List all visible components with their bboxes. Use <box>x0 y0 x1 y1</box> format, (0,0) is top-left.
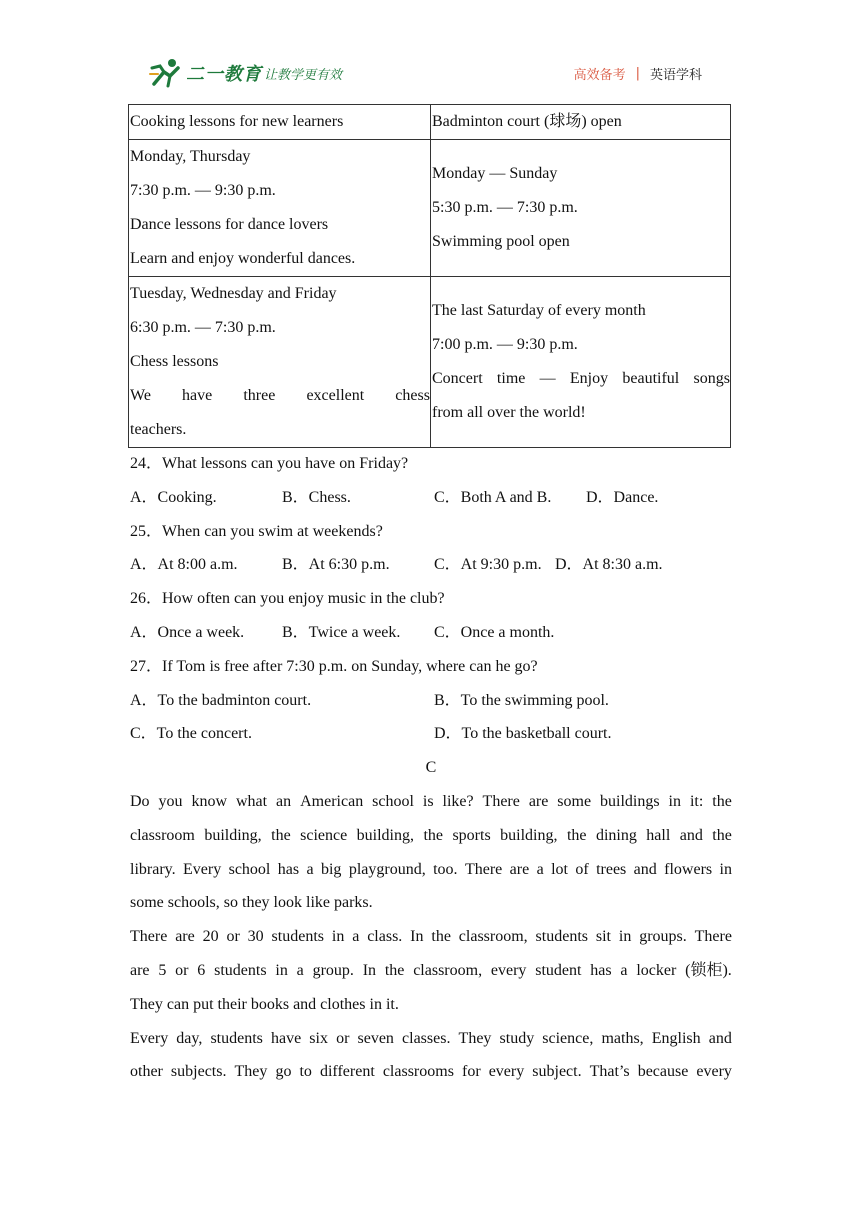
justified-text <box>130 819 732 853</box>
justified-text <box>130 379 430 413</box>
option-b[interactable]: B．Twice a week. <box>282 623 401 641</box>
word: 20 <box>202 928 219 946</box>
table-cell <box>129 277 431 448</box>
word: beautiful <box>622 370 680 387</box>
questions-and-passage <box>130 447 732 1089</box>
word: what <box>235 792 268 810</box>
word: — <box>539 370 556 387</box>
option-a[interactable]: A．At 8:00 a.m. <box>130 556 238 574</box>
word: are <box>528 792 549 810</box>
word: to <box>299 1063 312 1081</box>
cell-text: Chess lessons <box>130 353 219 370</box>
running-person-icon <box>148 58 184 88</box>
word: has <box>590 961 612 979</box>
word: (锁柜). <box>685 961 732 979</box>
option-b[interactable]: B．At 6:30 p.m. <box>282 556 390 574</box>
word: you <box>158 792 183 810</box>
word: has <box>277 860 300 878</box>
word: locker <box>636 961 677 979</box>
word: and <box>633 860 657 878</box>
word: or <box>175 961 189 979</box>
word: chess <box>395 387 430 404</box>
logo-text: 二一教育 <box>186 64 262 85</box>
options-row <box>130 684 732 718</box>
justified-text <box>130 1055 732 1089</box>
word: school <box>228 860 271 878</box>
option-a[interactable]: A．To the badminton court. <box>130 691 312 709</box>
word: 6 <box>197 961 206 979</box>
word: school <box>372 792 414 810</box>
word: different <box>319 1063 375 1081</box>
word: every <box>490 961 527 979</box>
justified-text <box>130 853 732 887</box>
table-row <box>129 105 731 140</box>
word: in <box>618 928 632 946</box>
option-d[interactable]: D．At 8:30 a.m. <box>555 556 663 574</box>
word: flowers <box>664 860 713 878</box>
word: of <box>575 860 589 878</box>
cell-text: 7:30 p.m. — 9:30 p.m. <box>130 182 276 199</box>
section-label: C <box>425 759 437 777</box>
word: In <box>410 928 424 946</box>
table-cell <box>129 140 431 277</box>
cell-text: 7:00 p.m. — 9:30 p.m. <box>432 336 578 353</box>
word: buildings <box>600 792 660 810</box>
question-stem: 24．What lessons can you have on Friday? <box>130 455 409 472</box>
option-a[interactable]: A．Cooking. <box>130 488 217 506</box>
word: hall <box>646 826 671 844</box>
word: science, <box>542 1029 594 1047</box>
word: classroom, <box>458 928 528 946</box>
word: Do <box>130 792 150 810</box>
passage-paragraph <box>130 1022 732 1090</box>
word: are <box>509 860 530 878</box>
options-row <box>130 548 732 582</box>
passage-paragraph <box>130 785 732 920</box>
cell-text: Badminton court (球场) open <box>432 113 622 130</box>
word: an <box>276 792 292 810</box>
cell-text: 5:30 p.m. — 7:30 p.m. <box>432 199 578 216</box>
cell-text: Swimming pool open <box>432 233 570 250</box>
table-row <box>129 277 731 448</box>
word: student <box>535 961 582 979</box>
word: subject. <box>532 1063 582 1081</box>
word: or <box>226 928 240 946</box>
word: students <box>210 1029 263 1047</box>
option-b[interactable]: B．To the swimming pool. <box>434 691 609 709</box>
cell-text: Monday, Thursday <box>130 148 251 165</box>
word: classroom, <box>413 961 483 979</box>
word: songs <box>693 370 730 387</box>
header-tag: 高效备考 <box>573 68 626 83</box>
word: There <box>130 928 168 946</box>
cell-text: Monday — Sunday <box>432 165 558 182</box>
word: classrooms <box>382 1063 454 1081</box>
word: subjects. <box>170 1063 227 1081</box>
word: are <box>175 928 195 946</box>
word: too. <box>433 860 458 878</box>
word: a <box>620 961 628 979</box>
word: go <box>275 1063 292 1081</box>
word: 30 <box>247 928 264 946</box>
cell-text: Tuesday, Wednesday and Friday <box>130 285 337 302</box>
word: building, <box>500 826 558 844</box>
word: day, <box>176 1029 203 1047</box>
justified-text <box>130 920 732 954</box>
word: class. <box>367 928 403 946</box>
word: American <box>300 792 364 810</box>
word: library. <box>130 860 176 878</box>
table-row <box>129 140 731 277</box>
word: the <box>431 928 451 946</box>
word: sports <box>452 826 491 844</box>
option-c[interactable]: C．To the concert. <box>130 725 252 743</box>
word: That’s <box>589 1063 630 1081</box>
paragraph-last-line: They can put their books and clothes in it. <box>130 995 399 1013</box>
cell-text: The last Saturday of every month <box>432 302 646 319</box>
word: They <box>458 1029 492 1047</box>
word: in <box>275 961 288 979</box>
word: students <box>271 928 324 946</box>
word: There <box>694 928 732 946</box>
word: in <box>719 860 732 878</box>
word: classroom <box>130 826 195 844</box>
word: 5 <box>158 961 167 979</box>
word: Every <box>183 860 222 878</box>
justified-text <box>130 954 732 988</box>
word: because <box>637 1063 689 1081</box>
word: groups. <box>639 928 687 946</box>
word: lot <box>551 860 568 878</box>
word: are <box>130 961 150 979</box>
word: maths, <box>601 1029 644 1047</box>
word: Every <box>130 1029 169 1047</box>
word: some <box>557 792 592 810</box>
word: science <box>300 826 348 844</box>
word: the <box>271 826 291 844</box>
word: excellent <box>306 387 365 404</box>
word: in <box>668 792 681 810</box>
option-a[interactable]: A．Once a week. <box>130 623 245 641</box>
word: dining <box>595 826 637 844</box>
word: it: <box>689 792 704 810</box>
options-row <box>130 616 732 650</box>
cell-text: Dance lessons for dance lovers <box>130 216 329 233</box>
word: and <box>708 1029 732 1047</box>
word: We <box>130 387 151 404</box>
table-cell <box>431 277 731 448</box>
word: students <box>535 928 588 946</box>
word: the <box>712 826 732 844</box>
header-separator: | <box>635 66 640 81</box>
question-stem: 26．How often can you enjoy music in the club? <box>130 590 445 608</box>
word: have <box>182 387 213 404</box>
option-d[interactable]: D．To the basketball court. <box>434 725 612 743</box>
word: seven <box>357 1029 394 1047</box>
options-row <box>130 481 732 515</box>
word: every <box>488 1063 525 1081</box>
word: and <box>679 826 703 844</box>
word: building, <box>204 826 262 844</box>
table-cell <box>431 140 731 277</box>
word: the <box>712 792 732 810</box>
word: for <box>461 1063 481 1081</box>
word: know <box>191 792 228 810</box>
word: the <box>384 961 405 979</box>
options-row <box>130 717 732 751</box>
word: trees <box>596 860 627 878</box>
option-c[interactable]: C．Once a month. <box>434 623 555 641</box>
word: sit <box>595 928 611 946</box>
word: or <box>336 1029 350 1047</box>
option-b[interactable]: B．Chess. <box>282 488 351 506</box>
cell-text: Cooking lessons for new learners <box>130 113 344 130</box>
word: group. <box>312 961 354 979</box>
schedule-table <box>128 104 731 448</box>
question-stem: 25．When can you swim at weekends? <box>130 522 383 540</box>
passage-paragraph <box>130 920 732 1021</box>
table-cell <box>129 105 431 140</box>
word: three <box>243 387 276 404</box>
word: playground, <box>348 860 426 878</box>
cell-text: from all over the world! <box>432 404 586 421</box>
word: the <box>423 826 443 844</box>
word: big <box>320 860 342 878</box>
word: Enjoy <box>569 370 609 387</box>
word: They <box>234 1063 268 1081</box>
page-header <box>0 0 860 100</box>
justified-text <box>130 1022 732 1056</box>
word: have <box>271 1029 302 1047</box>
word: is <box>422 792 434 810</box>
word: In <box>362 961 377 979</box>
word: a <box>296 961 304 979</box>
slogan: 让教学更有效 <box>264 68 343 83</box>
word: like? <box>442 792 474 810</box>
option-c[interactable]: C．Both A and B. <box>434 488 552 506</box>
justified-text <box>130 785 732 819</box>
word: students <box>214 961 267 979</box>
justified-text <box>432 362 730 396</box>
word: Concert <box>432 370 483 387</box>
cell-text: Learn and enjoy wonderful dances. <box>130 250 356 267</box>
word: building, <box>356 826 414 844</box>
word: six <box>309 1029 328 1047</box>
cell-text: teachers. <box>130 421 187 438</box>
word: every <box>696 1063 732 1081</box>
header-subject-label: 英语学科 <box>649 68 702 83</box>
word: There <box>464 860 503 878</box>
option-d[interactable]: D．Dance. <box>586 488 659 506</box>
word: time <box>496 370 526 387</box>
question-stem: 27．If Tom is free after 7:30 p.m. on Sunday, where can he go? <box>130 657 538 675</box>
option-c[interactable]: C．At 9:30 p.m. <box>434 556 542 574</box>
word: the <box>566 826 587 844</box>
word: in <box>331 928 345 946</box>
word: a <box>306 860 314 878</box>
paragraph-last-line: some schools, so they look like parks. <box>130 894 373 912</box>
word: a <box>536 860 544 878</box>
word: a <box>352 928 360 946</box>
word: study <box>499 1029 535 1047</box>
word: other <box>130 1063 163 1081</box>
cell-text: 6:30 p.m. — 7:30 p.m. <box>130 319 276 336</box>
table-cell <box>431 105 731 140</box>
word: English <box>651 1029 701 1047</box>
word: classes. <box>402 1029 451 1047</box>
header-subject <box>574 64 702 83</box>
logo <box>148 58 262 88</box>
word: There <box>482 792 520 810</box>
